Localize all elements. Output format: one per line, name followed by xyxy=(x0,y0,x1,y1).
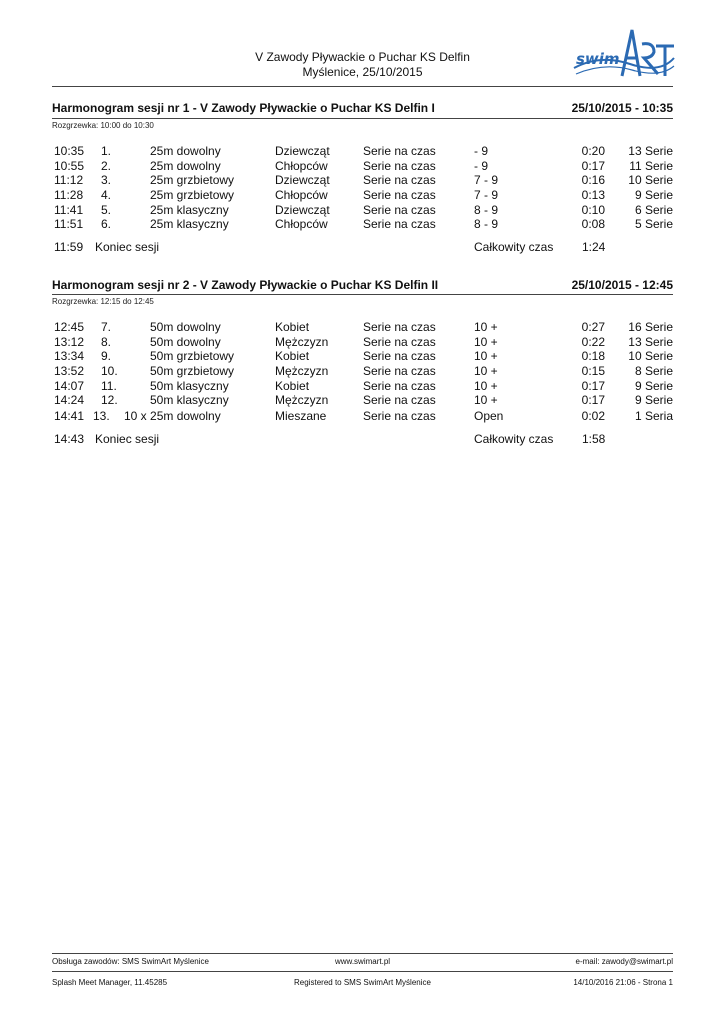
event-duration: 0:08 xyxy=(581,217,605,232)
event-duration: 0:20 xyxy=(581,144,605,158)
event-gender: Chłopców xyxy=(275,188,328,203)
table-row xyxy=(0,159,725,174)
table-row xyxy=(0,144,725,159)
event-duration: 0:22 xyxy=(581,334,605,349)
event-time: 11:12 xyxy=(54,173,84,188)
footer-organizer: Obsługa zawodów: SMS SwimArt Myślenice xyxy=(52,957,209,966)
event-duration: 0:15 xyxy=(581,364,605,379)
event-distance: 25m grzbietowy xyxy=(150,188,235,203)
event-heats: 6 Serie xyxy=(634,202,673,217)
event-number: 13. xyxy=(93,409,110,424)
event-heats: 1 Seria xyxy=(634,409,673,424)
svg-text:swim: swim xyxy=(576,50,620,68)
event-age: 7 - 9 xyxy=(474,188,499,203)
event-age: Open xyxy=(474,409,504,424)
table-row xyxy=(0,188,725,203)
event-age: 10 + xyxy=(474,364,498,379)
session-2-warmup: Rozgrzewka: 12:15 do 12:45 xyxy=(52,297,154,306)
event-gender: Dziewcząt xyxy=(275,144,330,158)
event-time: 14:07 xyxy=(54,378,85,393)
event-age: 8 - 9 xyxy=(474,202,499,217)
session-2-total: 1:58 xyxy=(582,432,606,446)
event-distance: 25m klasyczny xyxy=(150,217,229,232)
event-gender: Dziewcząt xyxy=(275,202,330,217)
event-type: Serie na czas xyxy=(363,202,436,217)
event-gender: Kobiet xyxy=(275,349,310,364)
footer-registration: Registered to SMS SwimArt Myślenice xyxy=(294,978,431,987)
session-1-divider xyxy=(52,118,673,119)
event-time: 11:28 xyxy=(54,188,84,203)
event-gender: Mężczyzn xyxy=(275,393,329,408)
event-age: 7 - 9 xyxy=(474,173,499,188)
event-age: 10 + xyxy=(474,378,498,393)
event-gender: Mężczyzn xyxy=(275,334,329,349)
event-duration: 0:02 xyxy=(581,409,605,424)
event-type: Serie na czas xyxy=(363,334,436,349)
event-distance: 50m klasyczny xyxy=(150,393,229,408)
event-time: 10:35 xyxy=(54,144,85,158)
event-type: Serie na czas xyxy=(363,364,436,379)
event-age: 10 + xyxy=(474,393,498,408)
event-duration: 0:18 xyxy=(581,349,605,364)
table-row xyxy=(0,335,725,350)
event-gender: Mężczyzn xyxy=(275,364,329,379)
event-time: 14:41 xyxy=(54,409,85,424)
event-time: 11:51 xyxy=(54,217,84,232)
event-distance: 25m dowolny xyxy=(150,158,221,173)
event-duration: 0:13 xyxy=(581,188,605,203)
event-type: Serie na czas xyxy=(363,349,436,364)
event-number: 11. xyxy=(101,378,117,393)
event-time: 12:45 xyxy=(54,320,85,334)
event-number: 6. xyxy=(101,217,112,232)
footer-email: e-mail: zawody@swimart.pl xyxy=(575,957,673,966)
event-type: Serie na czas xyxy=(363,409,436,424)
event-heats: 9 Serie xyxy=(634,378,673,393)
session-1-warmup: Rozgrzewka: 10:00 do 10:30 xyxy=(52,121,154,130)
event-duration: 0:27 xyxy=(581,320,605,334)
footer-website: www.swimart.pl xyxy=(334,957,391,966)
event-type: Serie na czas xyxy=(363,320,436,334)
meet-title: V Zawody Pływackie o Puchar KS Delfin xyxy=(255,50,470,64)
event-heats: 11 Serie xyxy=(629,158,673,173)
footer-divider-2 xyxy=(52,971,673,972)
event-gender: Kobiet xyxy=(275,378,310,393)
session-1-date: 25/10/2015 - 10:35 xyxy=(571,101,673,115)
event-number: 2. xyxy=(101,158,112,173)
table-row xyxy=(0,349,725,364)
event-distance: 50m grzbietowy xyxy=(150,364,235,379)
event-gender: Dziewcząt xyxy=(275,173,330,188)
event-duration: 0:17 xyxy=(581,378,605,393)
event-type: Serie na czas xyxy=(363,217,436,232)
event-gender: Kobiet xyxy=(275,320,310,334)
event-distance: 50m grzbietowy xyxy=(150,349,235,364)
session-1-events xyxy=(0,144,725,232)
event-distance: 25m klasyczny xyxy=(150,202,229,217)
table-row xyxy=(0,393,725,408)
event-duration: 0:16 xyxy=(581,173,605,188)
table-row xyxy=(0,217,725,232)
table-row xyxy=(0,379,725,394)
event-heats: 10 Serie xyxy=(628,173,673,188)
session-1-total: 1:24 xyxy=(582,240,606,254)
event-number: 7. xyxy=(101,320,112,334)
session-1-title: Harmonogram sesji nr 1 - V Zawody Pływackie o Puchar KS Delfin I xyxy=(52,101,435,115)
event-time: 10:55 xyxy=(54,158,85,173)
event-distance: 50m klasyczny xyxy=(150,378,229,393)
event-age: 10 + xyxy=(474,320,498,334)
session-2-divider xyxy=(52,294,673,295)
event-type: Serie na czas xyxy=(363,188,436,203)
session-1-total-label: Całkowity czas xyxy=(474,240,554,254)
table-row xyxy=(0,409,725,424)
table-row xyxy=(0,173,725,188)
table-row xyxy=(0,203,725,218)
event-duration: 0:17 xyxy=(581,158,605,173)
event-heats: 8 Serie xyxy=(634,364,673,379)
event-number: 3. xyxy=(101,173,112,188)
event-distance: 50m dowolny xyxy=(150,320,221,334)
session-2-end-label: Koniec sesji xyxy=(95,432,160,446)
session-2-title: Harmonogram sesji nr 2 - V Zawody Pływackie o Puchar KS Delfin II xyxy=(52,278,439,292)
event-type: Serie na czas xyxy=(363,158,436,173)
event-number: 4. xyxy=(101,188,112,203)
event-distance: 10 x 25m dowolny xyxy=(124,409,221,424)
footer-divider xyxy=(52,953,673,954)
event-age: - 9 xyxy=(474,144,489,158)
event-gender: Mieszane xyxy=(275,409,327,424)
event-number: 1. xyxy=(101,144,112,158)
footer-print-date: 14/10/2016 21:06 - Strona 1 xyxy=(573,978,673,987)
table-row xyxy=(0,320,725,335)
event-number: 5. xyxy=(101,202,112,217)
event-type: Serie na czas xyxy=(363,393,436,408)
event-gender: Chłopców xyxy=(275,217,328,232)
event-type: Serie na czas xyxy=(363,378,436,393)
event-heats: 9 Serie xyxy=(634,393,673,408)
event-heats: 5 Serie xyxy=(634,217,673,232)
session-1-end-label: Koniec sesji xyxy=(95,240,160,254)
event-distance: 25m dowolny xyxy=(150,144,221,158)
event-heats: 16 Serie xyxy=(628,320,673,334)
swimart-logo xyxy=(570,24,678,84)
event-number: 10. xyxy=(101,364,118,379)
event-time: 13:12 xyxy=(54,334,85,349)
event-type: Serie na czas xyxy=(363,173,436,188)
header-divider xyxy=(52,86,673,87)
session-2-end-time: 14:43 xyxy=(54,432,85,446)
event-heats: 10 Serie xyxy=(628,349,673,364)
session-2-events xyxy=(0,320,725,424)
event-age: 8 - 9 xyxy=(474,217,499,232)
session-2-date: 25/10/2015 - 12:45 xyxy=(571,278,673,292)
event-time: 14:24 xyxy=(54,393,85,408)
event-age: 10 + xyxy=(474,334,498,349)
event-type: Serie na czas xyxy=(363,144,436,158)
meet-location-date: Myślenice, 25/10/2015 xyxy=(302,65,423,79)
event-heats: 13 Serie xyxy=(628,144,673,158)
event-age: - 9 xyxy=(474,158,489,173)
event-heats: 9 Serie xyxy=(634,188,673,203)
event-distance: 50m dowolny xyxy=(150,334,221,349)
session-2-total-label: Całkowity czas xyxy=(474,432,554,446)
event-number: 8. xyxy=(101,334,112,349)
event-gender: Chłopców xyxy=(275,158,328,173)
footer-software: Splash Meet Manager, 11.45285 xyxy=(52,978,168,987)
session-1-end-time: 11:59 xyxy=(54,240,84,254)
event-time: 11:41 xyxy=(54,202,84,217)
event-duration: 0:17 xyxy=(581,393,605,408)
event-heats: 13 Serie xyxy=(628,334,673,349)
table-row xyxy=(0,364,725,379)
event-number: 9. xyxy=(101,349,112,364)
event-age: 10 + xyxy=(474,349,498,364)
event-duration: 0:10 xyxy=(581,202,605,217)
event-time: 13:34 xyxy=(54,349,85,364)
event-number: 12. xyxy=(101,393,118,408)
event-distance: 25m grzbietowy xyxy=(150,173,235,188)
event-time: 13:52 xyxy=(54,364,85,379)
